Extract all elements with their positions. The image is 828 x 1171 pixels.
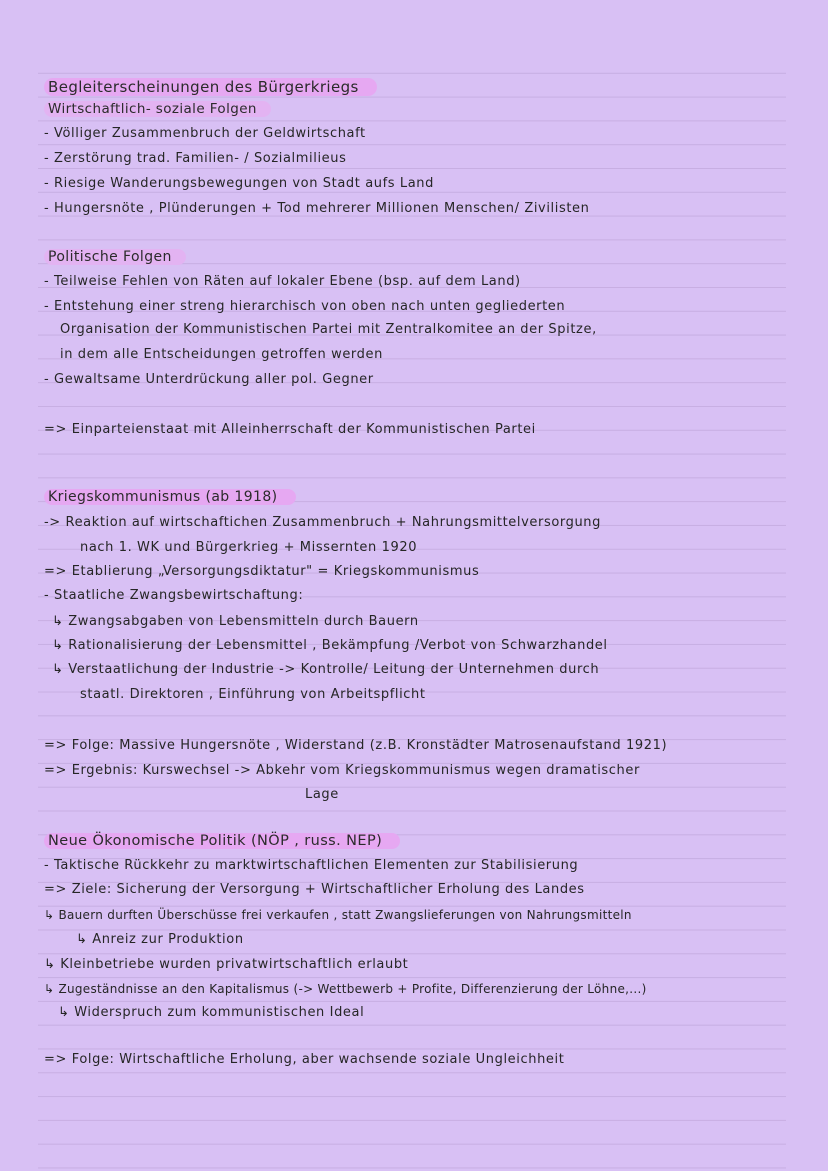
note-line: ↳ Zugeständnisse an den Kapitalismus (-> Wettbewerb + Profite, Differenzierung der Löhne,...) bbox=[44, 982, 647, 996]
note-line: => Etablierung „Versorgungsdiktatur" = Kriegskommunismus bbox=[44, 564, 480, 579]
note-line: - Riesige Wanderungsbewegungen von Stadt aufs Land bbox=[44, 176, 434, 191]
section-title-buergerkrieg: Begleiterscheinungen des Bürgerkriegs bbox=[44, 76, 377, 98]
note-line: - Völliger Zusammenbruch der Geldwirtschaft bbox=[44, 126, 366, 141]
note-line: Lage bbox=[305, 787, 339, 802]
note-line: - Staatliche Zwangsbewirtschaftung: bbox=[44, 588, 304, 603]
note-line: nach 1. WK und Bürgerkrieg + Missernten 1920 bbox=[80, 540, 418, 555]
note-line: - Zerstörung trad. Familien- / Sozialmilieus bbox=[44, 151, 347, 166]
note-line: => Ergebnis: Kurswechsel -> Abkehr vom Kriegskommunismus wegen dramatischer bbox=[44, 763, 640, 778]
right-margin bbox=[786, 0, 828, 1171]
section-title-politisch: Politische Folgen bbox=[44, 246, 186, 268]
note-line: - Entstehung einer streng hierarchisch von oben nach unten gegliederten bbox=[44, 299, 566, 314]
left-margin bbox=[0, 0, 38, 1171]
note-line: - Teilweise Fehlen von Räten auf lokaler Ebene (bsp. auf dem Land) bbox=[44, 274, 521, 289]
note-line: ↳ Anreiz zur Produktion bbox=[76, 932, 244, 947]
note-line: ↳ Bauern durften Überschüsse frei verkaufen , statt Zwangslieferungen von Nahrungsmitteln bbox=[44, 908, 632, 922]
note-line: ↳ Verstaatlichung der Industrie -> Kontrolle/ Leitung der Unternehmen durch bbox=[52, 662, 600, 677]
note-line: -> Reaktion auf wirtschaftichen Zusammenbruch + Nahrungsmittelversorgung bbox=[44, 515, 601, 530]
note-conclusion: => Einparteienstaat mit Alleinherrschaft der Kommunistischen Partei bbox=[44, 422, 536, 437]
section-subtitle-wirtschaft: Wirtschaftlich- soziale Folgen bbox=[44, 98, 271, 120]
note-line: => Ziele: Sicherung der Versorgung + Wirtschaftlicher Erholung des Landes bbox=[44, 882, 585, 897]
note-line: => Folge: Massive Hungersnöte , Widerstand (z.B. Kronstädter Matrosenaufstand 1921) bbox=[44, 738, 668, 753]
note-line: ↳ Rationalisierung der Lebensmittel , Bekämpfung /Verbot von Schwarzhandel bbox=[52, 638, 608, 653]
note-line: in dem alle Entscheidungen getroffen werden bbox=[60, 347, 383, 362]
note-line: - Hungersnöte , Plünderungen + Tod mehrerer Millionen Menschen/ Zivilisten bbox=[44, 201, 590, 216]
note-line: - Gewaltsame Unterdrückung aller pol. Gegner bbox=[44, 372, 374, 387]
note-line: ↳ Kleinbetriebe wurden privatwirtschaftlich erlaubt bbox=[44, 957, 409, 972]
note-line: - Taktische Rückkehr zu marktwirtschaftlichen Elementen zur Stabilisierung bbox=[44, 858, 579, 873]
note-line: ↳ Zwangsabgaben von Lebensmitteln durch Bauern bbox=[52, 614, 419, 629]
note-line: staatl. Direktoren , Einführung von Arbeitspflicht bbox=[80, 687, 426, 702]
note-line: ↳ Widerspruch zum kommunistischen Ideal bbox=[58, 1005, 365, 1020]
note-conclusion: => Folge: Wirtschaftliche Erholung, aber wachsende soziale Ungleichheit bbox=[44, 1052, 565, 1067]
note-line: Organisation der Kommunistischen Partei mit Zentralkomitee an der Spitze, bbox=[60, 322, 597, 337]
section-title-noep: Neue Ökonomische Politik (NÖP , russ. NEP) bbox=[44, 830, 400, 852]
section-title-kriegskommunismus: Kriegskommunismus (ab 1918) bbox=[44, 486, 296, 508]
